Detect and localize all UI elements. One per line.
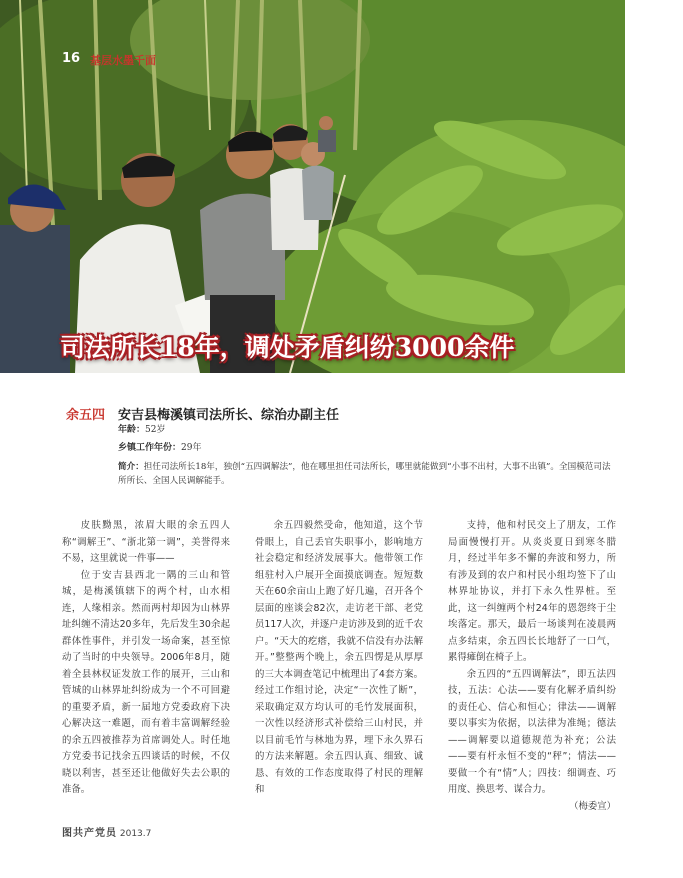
article-column-2: [255, 518, 423, 799]
profile-years: [118, 440, 201, 453]
paragraph: 余五四的“五四调解法”，即五法四技，五法：心法——要有化解矛盾纠纷的责任心、信心和恒心；律法——调解要以事实为依据，以法律为准绳；德法——调解要以道德规范为补充；公法——要有杆永恒不变的“秤”；情法——要做一个有“情”人；四技：细调查、巧用度、换思考、谋合力。: [448, 668, 616, 795]
article-column-3: [448, 518, 616, 815]
profile-age: [118, 422, 165, 435]
byline: （梅委宣）: [569, 800, 616, 812]
profile-title: 安吉县梅溪镇司法所长、综治办副主任: [118, 408, 340, 423]
profile-name: 余五四: [66, 408, 106, 423]
bio-text: 担任司法所长18年，独创“五四调解法”，他在哪里担任司法所长，哪里就能做到“小事不出村，大事不出镇”。全国模范司法所所长、全国人民调解能手。: [118, 462, 611, 486]
bio-label: 简介：: [118, 462, 144, 472]
section-tag: 基层水墨千面: [90, 54, 156, 67]
age-value: 52岁: [145, 425, 166, 435]
paragraph: 皮肤黝黑，浓眉大眼的余五四人称“调解王”、“浙北第一调”，美誉得来不易，这里就说一件事——: [62, 520, 230, 564]
issue-date: 2013.7: [119, 829, 152, 839]
paragraph: 余五四毅然受命，他知道，这个节骨眼上，自己丢官失职事小，影响地方社会稳定和经济发展事大。他带领工作组驻村入户展开全面摸底调查。短短数天在60余亩山上跑了好几遍，召开各个层面的座谈会82次，走访老干部、老党员117人次，并逐户走访涉及到的近千农户。“天大的疙瘩，我就不信没有办法解开。”整整两个晚上，余五四愣是从厚厚的三大本调查笔记中梳理出了4套方案。经过工作组讨论，决定“一次性了断”，采取确定双方均认可的毛竹发展面积，一次性以经济形式补偿给三山村民，并以目前毛竹与林地为界，埋下永久界石的方法来解题。余五四认真、细致、诚恳、有效的工作态度取得了村民的理解和: [255, 520, 423, 795]
profile-bio: [118, 460, 618, 488]
headline: 司法所长18年，调处矛盾纠纷3000余件: [60, 333, 515, 362]
age-label: 年龄：: [118, 425, 146, 435]
article-column-1: [62, 518, 230, 799]
paragraph: 支持，他和村民交上了朋友，工作局面慢慢打开。从炎炎夏日到寒冬腊月，经过半年多不懈的奔波和努力，所有涉及到的农户和村民小组均签下了山林界址协议，并打下永久性界桩。至此，这一纠缠两个村24年的恩怨终于尘埃落定。那天，最后一场谈判在凌晨两点多结束，余五四长长地舒了一口气，累得瘫倒在椅子上。: [448, 520, 616, 663]
paragraph: 位于安吉县西北一隅的三山和管城，是梅溪镇辖下的两个村，山水相连，人缘相亲。然而两村却因为山林界址纠缠不清达20多年，先后发生30余起群体性事件，并引发一场命案，甚至惊动了当时的中央领导。2006年8月，随着全县林权证发放工作的展开，三山和管城的山林界址纠纷成为一个不可回避的重要矛盾，新一届地方党委政府下决心解决这一难题，而有着丰富调解经验的余五四被推荐为首席调处人。时任地方党委书记找余五四谈话的时候，不仅晓以利害，甚至还让他做好失去公职的准备。: [62, 569, 230, 795]
magazine-mark: 图共产党员: [62, 828, 117, 839]
years-label: 乡镇工作年份：: [118, 443, 182, 453]
cover-photo: [0, 0, 625, 373]
page-number: 16: [62, 51, 81, 66]
footer: [62, 824, 151, 839]
years-value: 29年: [181, 443, 202, 453]
